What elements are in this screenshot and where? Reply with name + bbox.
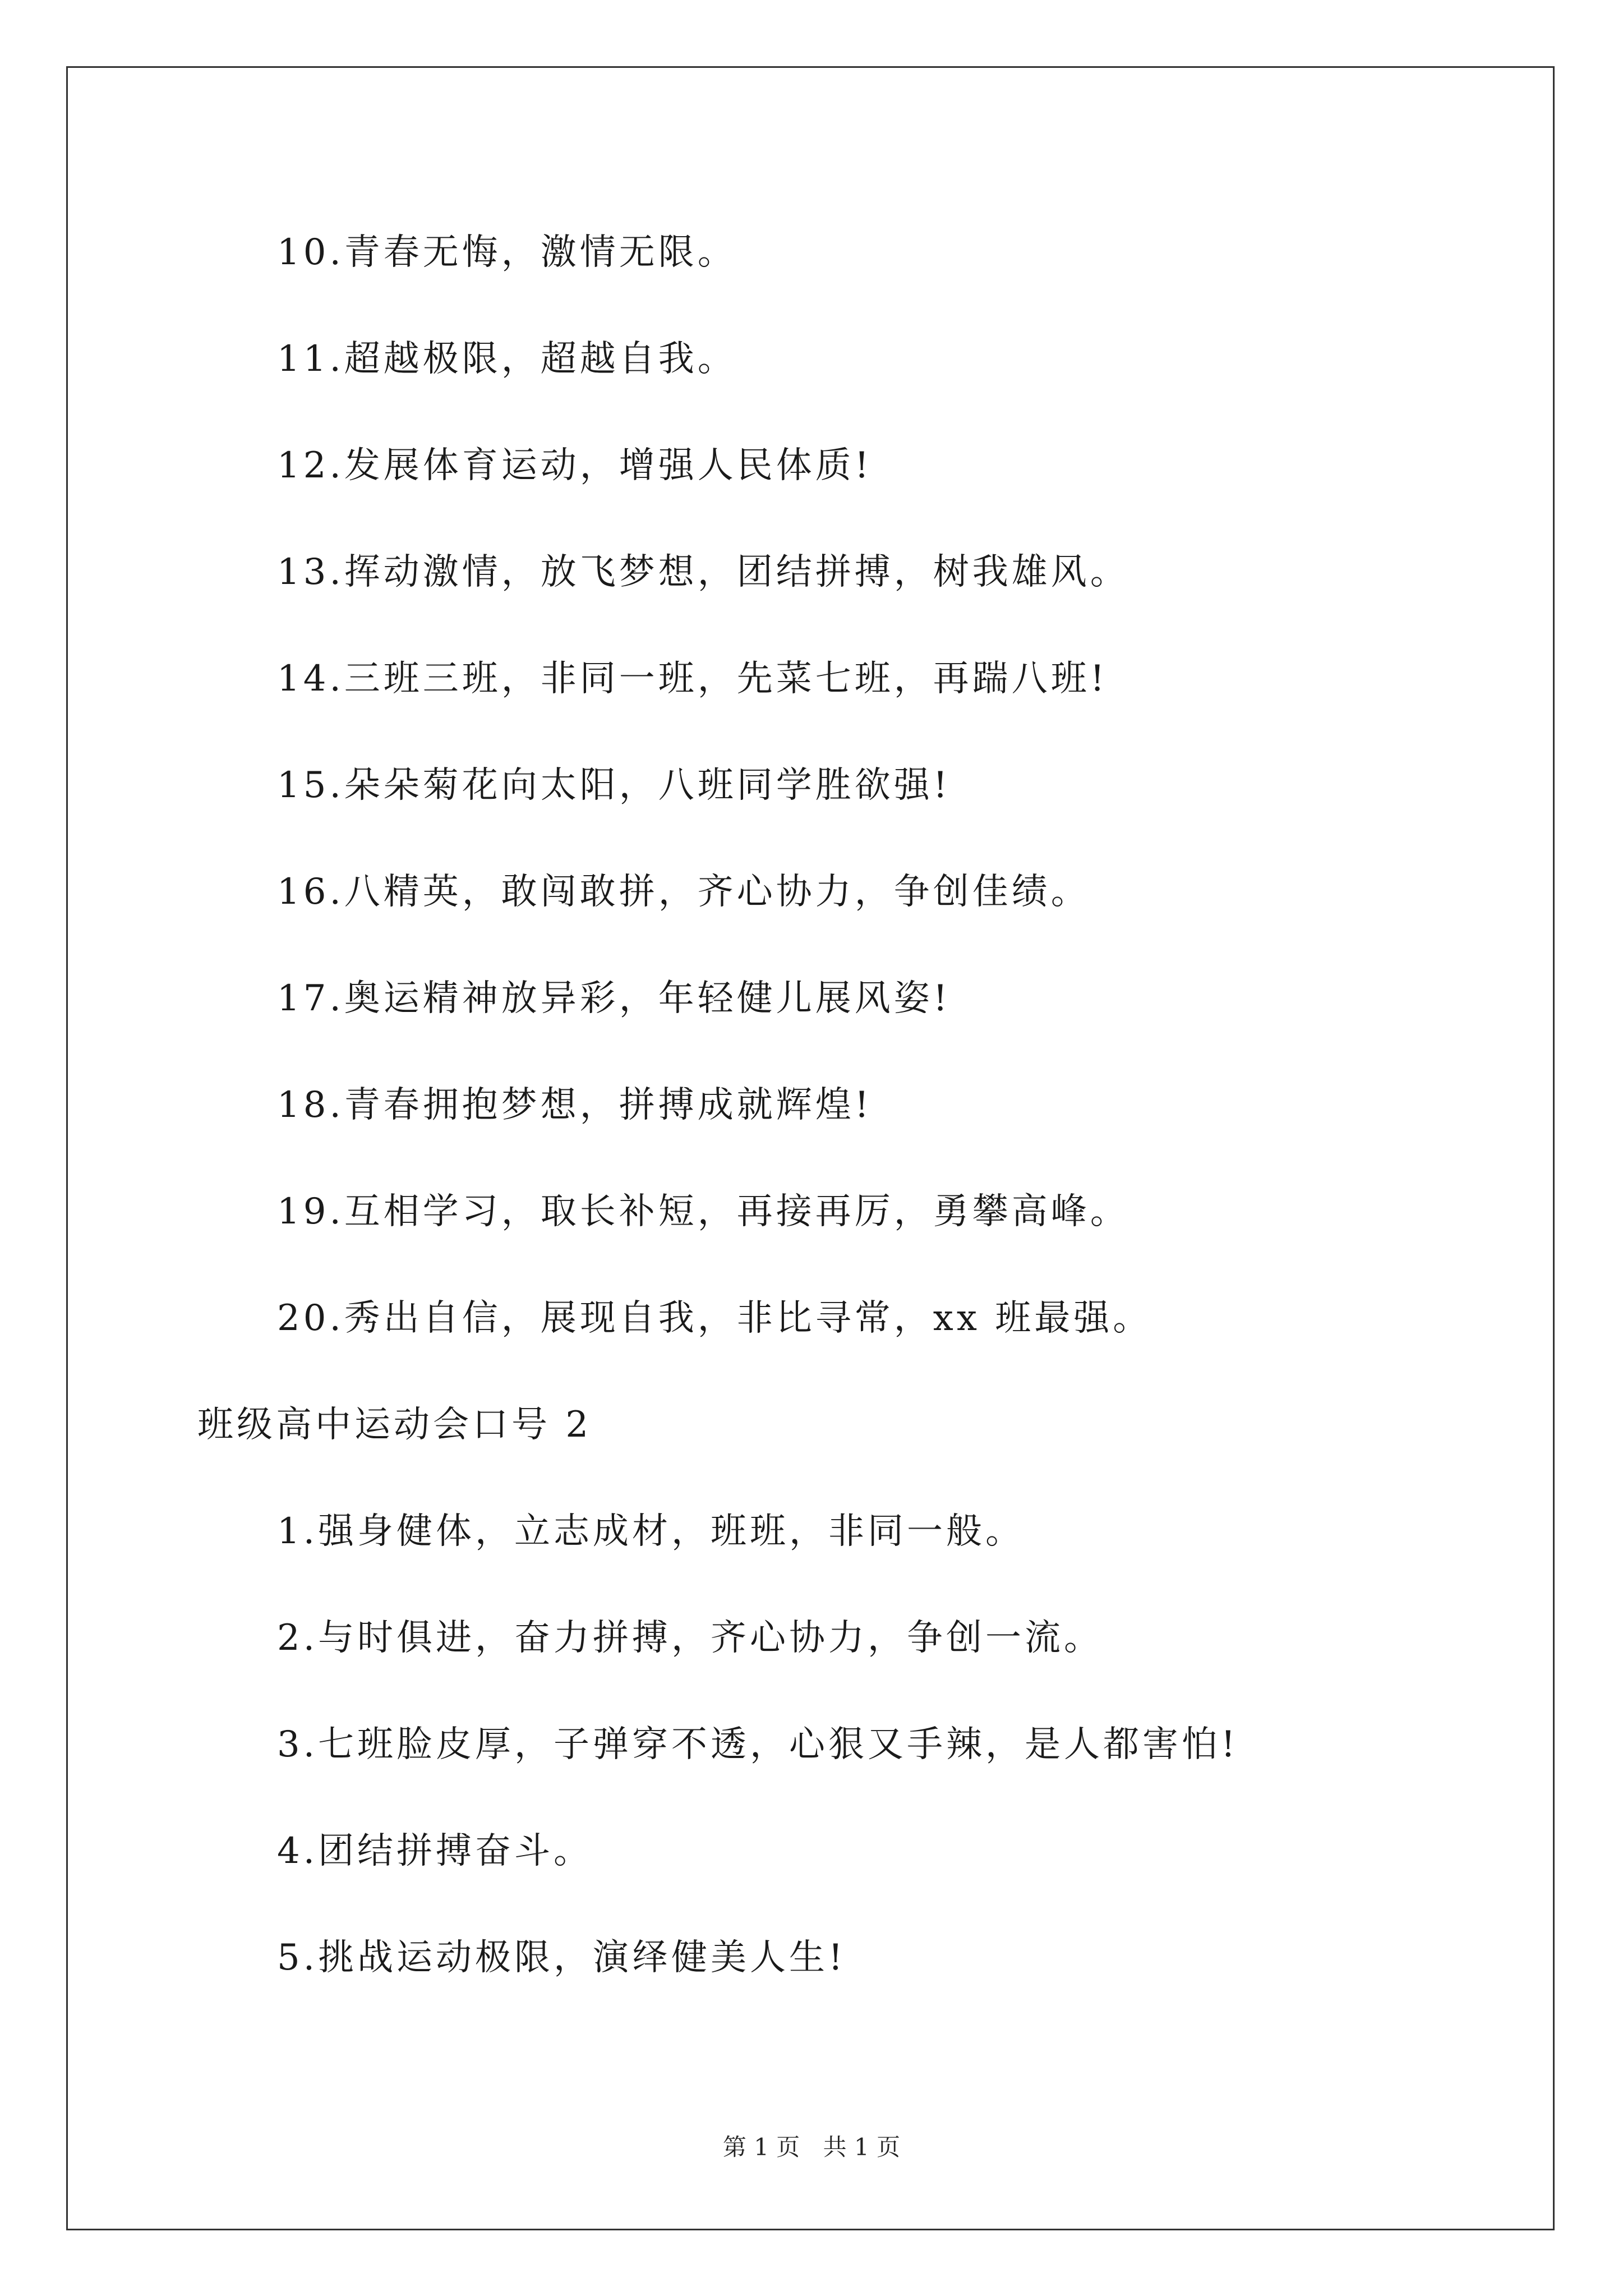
page-total: 共 1 页 xyxy=(823,2133,901,2161)
slogan-line: 20.秀出自信，展现自我，非比寻常，xx 班最强。 xyxy=(277,1297,1152,1339)
section-heading: 班级高中运动会口号 2 xyxy=(197,1404,592,1446)
slogan-line: 15.朵朵菊花向太阳，八班同学胜欲强! xyxy=(277,765,951,806)
slogan-line: 3.七班脸皮厚，子弹穿不透，心狠又手辣，是人都害怕! xyxy=(277,1724,1239,1765)
slogan-line: 12.发展体育运动，增强人民体质! xyxy=(277,445,873,486)
slogan-line: 13.挥动激情，放飞梦想，团结拼搏，树我雄风。 xyxy=(277,551,1129,593)
slogan-line: 10.青春无悔，激情无限。 xyxy=(277,232,737,273)
slogan-line: 1.强身健体，立志成材，班班，非同一般。 xyxy=(277,1511,1025,1552)
slogan-line: 2.与时俱进，奋力拼搏，齐心协力，争创一流。 xyxy=(277,1617,1104,1659)
slogan-line: 4.团结拼搏奋斗。 xyxy=(277,1830,593,1872)
slogan-line: 18.青春拥抱梦想，拼搏成就辉煌! xyxy=(277,1084,873,1126)
page-border xyxy=(66,66,1555,2230)
slogan-line: 17.奥运精神放异彩，年轻健儿展风姿! xyxy=(277,978,951,1019)
slogan-line: 11.超越极限，超越自我。 xyxy=(277,338,737,380)
page-footer xyxy=(0,2132,1623,2163)
page-number: 第 1 页 xyxy=(722,2133,800,2161)
slogan-line: 16.八精英，敢闯敢拼，齐心协力，争创佳绩。 xyxy=(277,871,1090,913)
slogan-line: 5.挑战运动极限，演绎健美人生! xyxy=(277,1937,846,1978)
slogan-line: 19.互相学习，取长补短，再接再厉，勇攀高峰。 xyxy=(277,1191,1129,1232)
slogan-line: 14.三班三班，非同一班，先菜七班，再踹八班! xyxy=(277,658,1108,700)
